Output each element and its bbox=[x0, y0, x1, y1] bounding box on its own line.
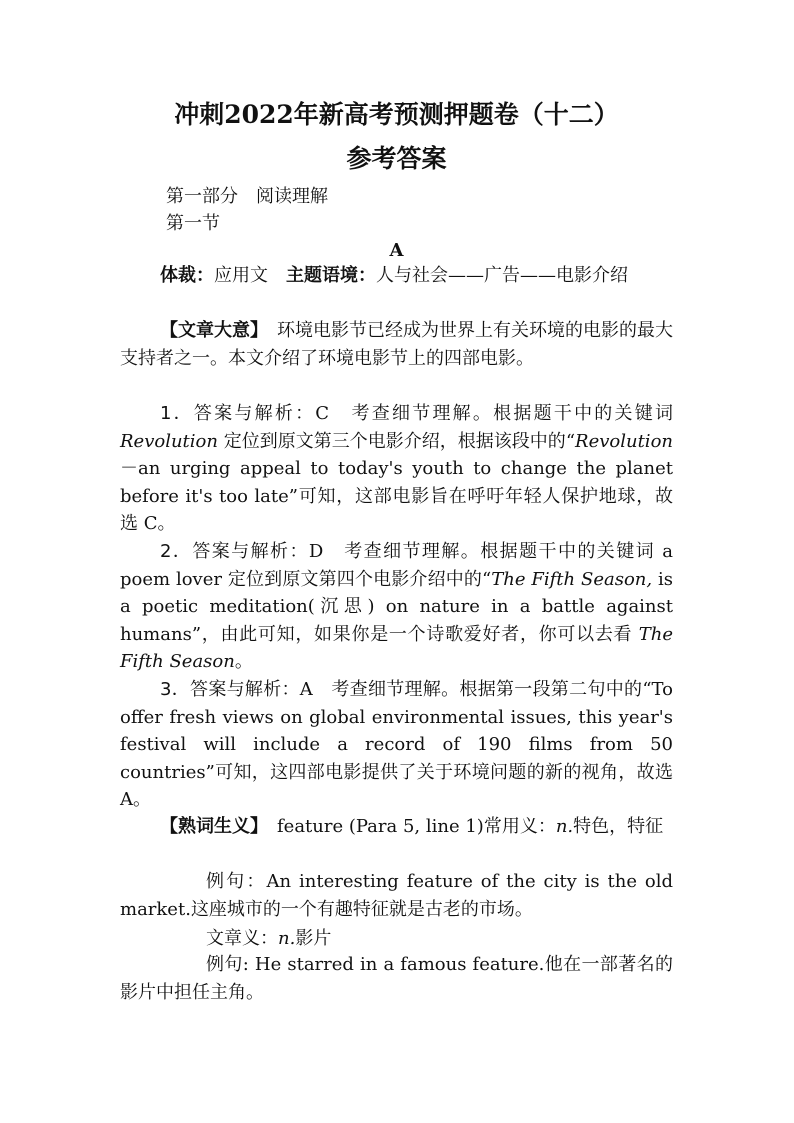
main-idea-paragraph bbox=[120, 317, 673, 372]
vocab-text: 特色，特征 bbox=[573, 816, 664, 837]
chapter-meaning-label: 文章义： bbox=[206, 928, 278, 949]
passage-letter: A bbox=[389, 240, 404, 261]
main-idea-label: 【文章大意】 bbox=[160, 320, 259, 341]
answer-1-label: 1．答案与解析： bbox=[160, 403, 316, 424]
answer-2-film-title: The Fifth Season, bbox=[491, 568, 653, 590]
answer-2-text: is a poetic meditation(沉思) on nature in a battle against humans”，由此可知，如果你是一个诗歌爱好者，你可以去看 bbox=[120, 568, 673, 645]
example-sentence-2: 例句: He starred in a famous feature.他在一部著名的影片中担任主角。 bbox=[120, 954, 673, 1003]
answer-2-paragraph bbox=[120, 538, 673, 676]
answer-2-text: D 考查细节理解。根据题干中的关键词 a poem lover 定位到原文第四个电影介绍中的“ bbox=[120, 541, 673, 590]
genre-value: 应用文 bbox=[214, 265, 286, 286]
vocab-label: 【熟词生义】 bbox=[160, 816, 259, 837]
page-subtitle: 参考答案 bbox=[346, 144, 447, 173]
vocab-paragraph bbox=[120, 813, 673, 841]
example-sentence-1: 例句：An interesting feature of the city is the old market.这座城市的一个有趣特征就是古老的市场。 bbox=[120, 871, 673, 920]
answer-2-film-title: The Fifth Season bbox=[120, 623, 673, 672]
vocab-pos: n. bbox=[555, 816, 574, 837]
theme-value: 人与社会——广告——电影介绍 bbox=[376, 265, 628, 286]
theme-label: 主题语境： bbox=[286, 265, 376, 286]
page-title: 冲刺2022年新高考预测押题卷（十二） bbox=[174, 100, 619, 129]
answer-2-label: 2．答案与解析： bbox=[160, 541, 309, 562]
chapter-meaning-pos: n. bbox=[278, 928, 296, 949]
answer-1-paragraph bbox=[120, 400, 673, 538]
answer-2-text: 。 bbox=[234, 651, 253, 672]
genre-label: 体裁： bbox=[160, 265, 214, 286]
answer-1-text: －an urging appeal to today's youth to change the planet before it's too late”可知，这部电影旨在呼吁年轻人保护地球，故选 C。 bbox=[120, 458, 673, 534]
chapter-meaning-text: 影片 bbox=[295, 928, 332, 949]
answer-3-label: 3．答案与解析： bbox=[160, 679, 300, 700]
part-heading: 第一部分 阅读理解 bbox=[166, 186, 328, 207]
main-idea-text: 环境电影节已经成为世界上有关环境的电影的最大支持者之一。本文介绍了环境电影节上的四部电影。 bbox=[120, 320, 673, 369]
answer-3-text: A 考查细节理解。根据第一段第二句中的“To offer fresh views on global environmental issues, this year's festival will include a record of 190 films from 50 countries”可知，这四部电影提供了关于环境问题的新的视角，故选 A。 bbox=[120, 679, 673, 810]
section-heading: 第一节 bbox=[166, 213, 220, 234]
answer-1-text: C 考查细节理解。根据题干中的关键词 bbox=[315, 403, 673, 424]
vocab-text: feature (Para 5, line 1)常用义： bbox=[259, 816, 556, 837]
answer-1-quote-title: Revolution bbox=[575, 430, 673, 452]
answer-3-paragraph bbox=[120, 676, 673, 814]
genre-line bbox=[120, 262, 673, 290]
chapter-meaning-line bbox=[206, 925, 606, 953]
answer-1-keyword: Revolution bbox=[120, 430, 218, 452]
answer-1-text: 定位到原文第三个电影介绍，根据该段中的“ bbox=[217, 430, 576, 452]
